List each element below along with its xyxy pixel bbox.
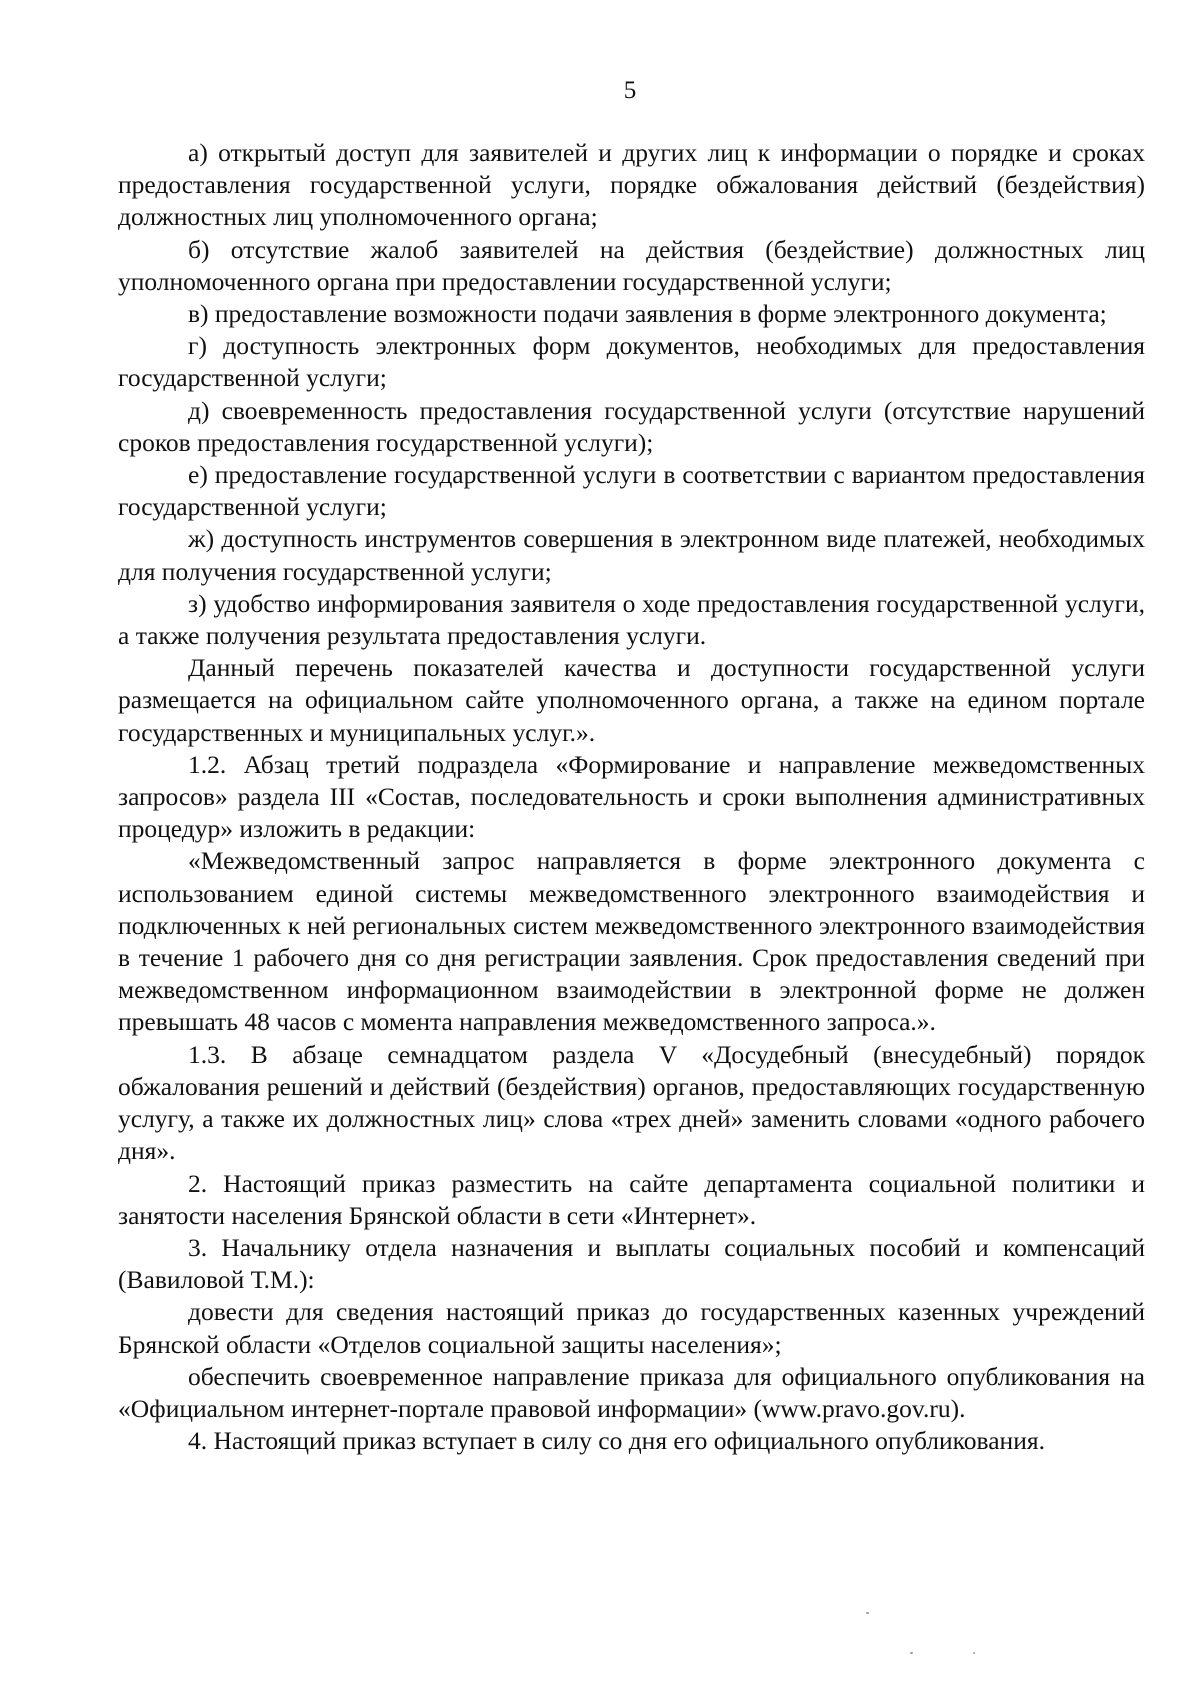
paragraph-4: 4. Настоящий приказ вступает в силу со дня его официального опубликования. — [188, 1426, 1045, 1456]
paragraph-z: з) удобство информирования заявителя о ходе предоставления государственной услуги, а также получения результата предоставления услуги. — [118, 588, 1145, 651]
scan-speck — [973, 1652, 975, 1654]
document-body — [118, 137, 1145, 1457]
scan-speck — [866, 1612, 869, 1614]
paragraph-3-publish: обеспечить своевременное направление приказа для официального опубликования на «Официальном интернет-портале правовой информации» (www.pravo.gov.ru). — [118, 1361, 1145, 1423]
paragraph-v: в) предоставление возможности подачи заявления в форме электронного документа; — [188, 299, 1107, 329]
paragraph-1-2: 1.2. Абзац третий подраздела «Формирование и направление межведомственных запросов» раздела III «Состав, последовательность и сроки выполнения административных процедур» изложить в редакции: — [118, 749, 1145, 844]
paragraph-3: 3. Начальнику отдела назначения и выплаты социальных пособий и компенсаций (Вавиловой Т.М.): — [118, 1232, 1145, 1295]
paragraph-1-3: 1.3. В абзаце семнадцатом раздела V «Досудебный (внесудебный) порядок обжалования решений и действий (бездействия) органов, предоставляющих государственную услугу, а также их должностных лиц» слова «трех дней» заменить словами «одного рабочего дня». — [118, 1039, 1145, 1166]
paragraph-a: а) открытый доступ для заявителей и других лиц к информации о порядке и сроках предоставления государственной услуги, порядке обжалования действий (бездействия) должностных лиц уполномоченного органа; — [118, 138, 1145, 232]
paragraph-3-deliver: довести для сведения настоящий приказ до государственных казенных учреждений Брянской области «Отделов социальной защиты населения»; — [118, 1297, 1145, 1359]
paragraph-2: 2. Настоящий приказ разместить на сайте департамента социальной политики и занятости населения Брянской области в сети «Интернет». — [118, 1168, 1145, 1230]
paragraph-quote-request: «Межведомственный запрос направляется в форме электронного документа с использованием единой системы межведомственного электронного взаимодействия и подключенных к ней региональных систем межведомственного электронного взаимодействия в течение 1 рабочего дня со дня регистрации заявления. Срок предоставления сведений при межведомственном информационном взаимодействии в электронной форме не должен превышать 48 часов с момента направления межведомственного запроса.». — [118, 846, 1145, 1037]
scan-speck — [910, 1652, 913, 1654]
paragraph-e: е) предоставление государственной услуги в соответствии с вариантом предоставления государственной услуги; — [118, 460, 1145, 522]
paragraph-g: г) доступность электронных форм документов, необходимых для предоставления государственной услуги; — [118, 331, 1145, 393]
paragraph-d: д) своевременность предоставления государственной услуги (отсутствие нарушений сроков предоставления государственной услуги); — [118, 395, 1145, 457]
paragraph-zh: ж) доступность инструментов совершения в электронном виде платежей, необходимых для получения государственной услуги; — [118, 524, 1145, 586]
paragraph-b: б) отсутствие жалоб заявителей на действия (бездействие) должностных лиц уполномоченного органа при предоставлении государственной услуги; — [118, 234, 1145, 296]
paragraph-list-note: Данный перечень показателей качества и доступности государственной услуги размещается на официальном сайте уполномоченного органа, а также на едином портале государственных и муниципальных услуг.». — [118, 653, 1145, 747]
page-number: 5 — [623, 77, 637, 104]
